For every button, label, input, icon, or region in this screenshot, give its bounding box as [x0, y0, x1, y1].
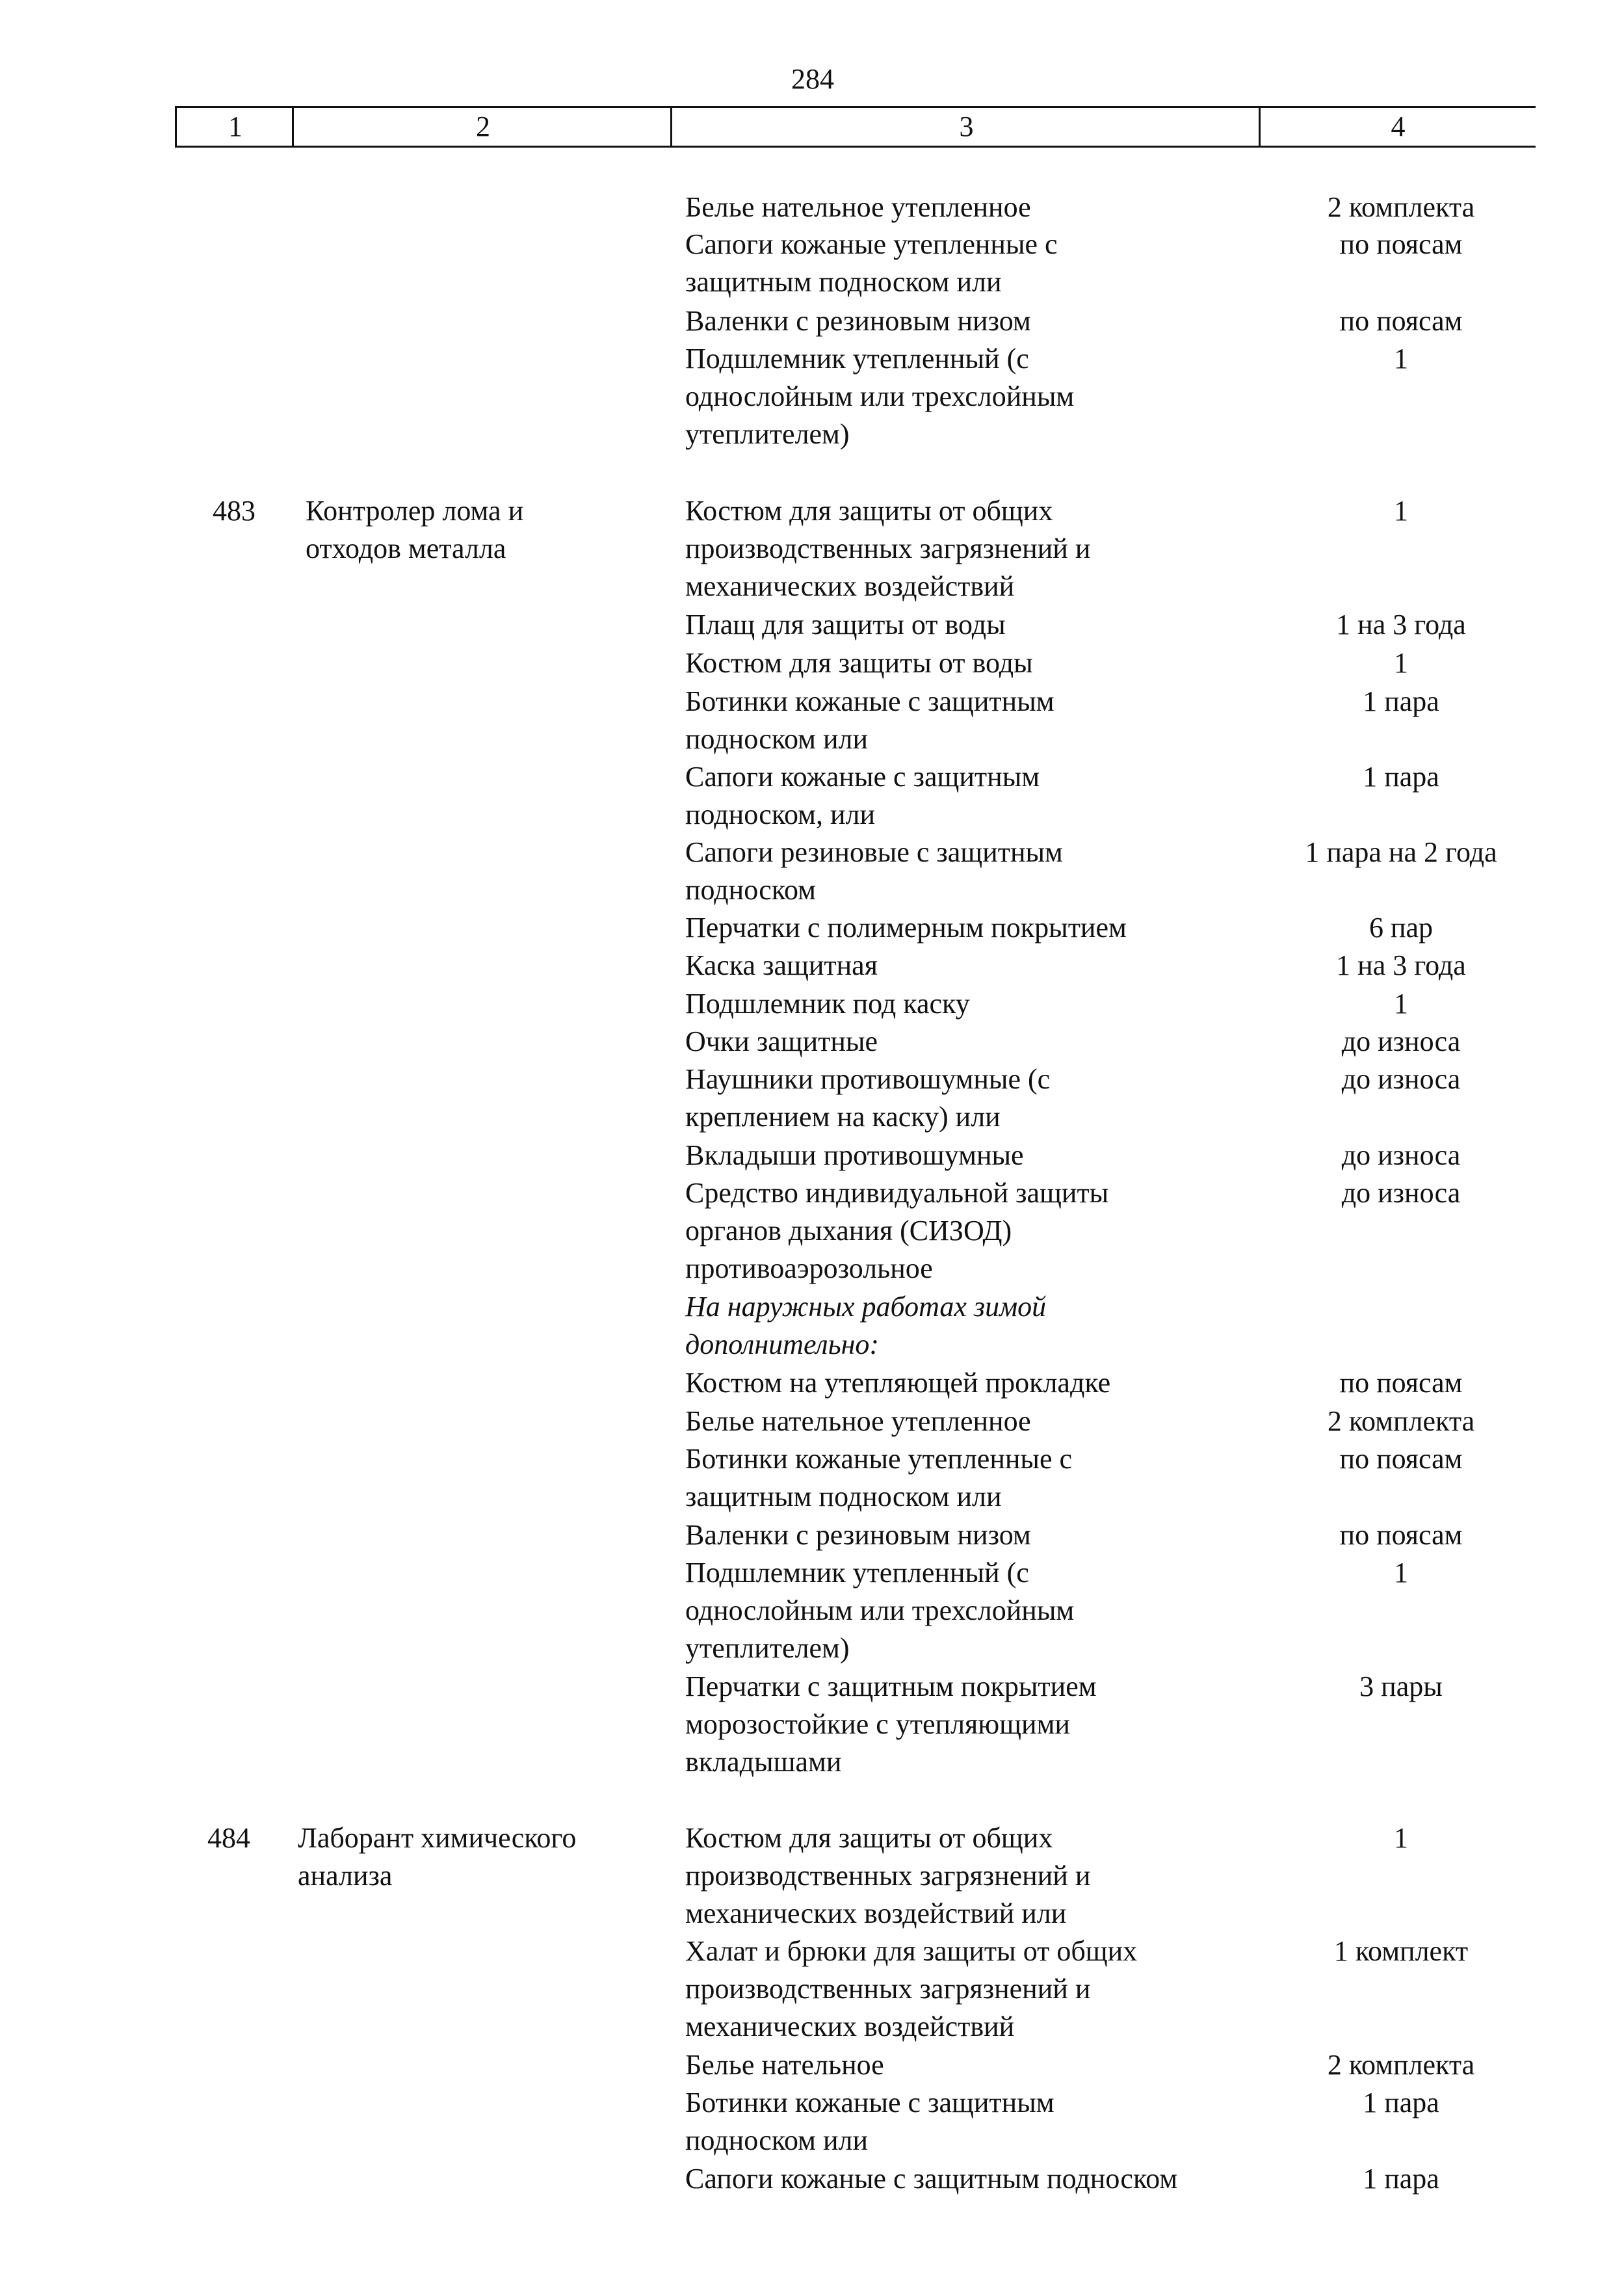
ppe-item-line: Костюм для защиты от воды: [685, 647, 1033, 679]
profession-name-line: отходов металла: [306, 533, 506, 564]
ppe-item: [685, 1403, 1270, 1440]
issue-norm: 1: [1394, 495, 1408, 527]
issue-norm: до износа: [1341, 1025, 1461, 1057]
ppe-item-line: однослойным или трехслойным: [685, 380, 1075, 412]
issue-norm: до износа: [1341, 1063, 1461, 1095]
ppe-item: [685, 1440, 1270, 1516]
ppe-item-line: механических воздействий: [685, 570, 1015, 602]
ppe-item-line: вкладышами: [685, 1746, 842, 1778]
ppe-item: [685, 492, 1270, 605]
issue-norm: 2 комплекта: [1327, 191, 1475, 223]
profession-name-line: Контролер лома и: [306, 495, 524, 527]
ppe-item-line: Белье нательное утепленное: [685, 191, 1031, 223]
ppe-item-line: подноском или: [685, 723, 869, 755]
issue-norm: 1 пара: [1363, 2087, 1439, 2118]
profession-name-line: анализа: [298, 1860, 393, 1892]
ppe-item: [685, 644, 1270, 682]
ppe-item: [685, 1023, 1270, 1061]
issue-norm: 1 на 3 года: [1336, 949, 1466, 981]
ppe-item-line: Сапоги кожаные с защитным подноском: [685, 2163, 1178, 2195]
issue-norm: 1 пара на 2 года: [1305, 836, 1497, 868]
issue-norm: 2 комплекта: [1327, 2049, 1475, 2081]
ppe-item-line: механических воздействий или: [685, 1897, 1067, 1929]
ppe-item-line: Белье нательное: [685, 2049, 884, 2081]
ppe-item-line: производственных загрязнений и: [685, 1973, 1091, 2005]
issue-norm: 1: [1394, 647, 1408, 679]
ppe-item: [685, 1554, 1270, 1667]
ppe-item-line: Средство индивидуальной защиты: [685, 1177, 1109, 1209]
ppe-item-line: Ботинки кожаные с защитным: [685, 2087, 1054, 2118]
issue-norm: 1 пара: [1363, 685, 1439, 717]
ppe-item-line: утеплителем): [685, 1632, 850, 1664]
issue-norm: по поясам: [1339, 228, 1463, 260]
issue-norm: 1: [1394, 988, 1408, 1020]
header-col-3: 3: [959, 111, 974, 142]
profession-name-line: Лаборант химического: [298, 1822, 577, 1854]
issue-norm: 1 пара: [1363, 2163, 1439, 2195]
issue-norm: до износа: [1341, 1139, 1461, 1171]
ppe-item-line: утеплителем): [685, 418, 850, 450]
ppe-item-line: Костюм на утепляющей прокладке: [685, 1367, 1111, 1399]
ppe-item: [685, 1933, 1270, 2046]
profession-name: [298, 1819, 662, 1895]
ppe-item: [685, 1668, 1270, 1781]
issue-norm: 1: [1394, 343, 1408, 375]
ppe-item-line: производственных загрязнений и: [685, 533, 1091, 564]
ppe-item-line: Сапоги кожаные с защитным: [685, 761, 1040, 793]
row-number: 484: [207, 1822, 250, 1854]
row-number: 483: [213, 495, 255, 527]
ppe-item-line: Костюм для защиты от общих: [685, 495, 1053, 527]
issue-norm: 1 пара: [1363, 761, 1439, 793]
ppe-item-line: дополнительно:: [685, 1328, 880, 1360]
ppe-item: [685, 2084, 1270, 2159]
issue-norm: 1: [1394, 1557, 1408, 1589]
ppe-item-line: органов дыхания (СИЗОД): [685, 1215, 1012, 1247]
ppe-item-line: Валенки с резиновым низом: [685, 1519, 1031, 1551]
ppe-item-line: На наружных работах зимой: [685, 1291, 1047, 1323]
issue-norm: по поясам: [1339, 1519, 1463, 1551]
ppe-item: [685, 758, 1270, 834]
ppe-item-line: Подшлемник под каску: [685, 988, 970, 1020]
ppe-item-line: защитным подноском или: [685, 1481, 1002, 1512]
ppe-item-line: Каска защитная: [685, 949, 878, 981]
ppe-item-line: Вкладыши противошумные: [685, 1139, 1024, 1171]
ppe-item: [685, 2160, 1270, 2198]
page-number: 284: [791, 63, 834, 95]
ppe-item: [685, 1516, 1270, 1554]
ppe-item-line: креплением на каску) или: [685, 1101, 1001, 1133]
profession-name: [306, 492, 670, 568]
ppe-item-line: однослойным или трехслойным: [685, 1594, 1075, 1626]
ppe-item: [685, 226, 1270, 301]
header-col-1: 1: [228, 111, 242, 142]
issue-norm: 3 пары: [1359, 1670, 1443, 1702]
ppe-item-line: Белье нательное утепленное: [685, 1405, 1031, 1437]
ppe-item: [685, 683, 1270, 758]
ppe-item-line: Подшлемник утепленный (с: [685, 1557, 1029, 1589]
ppe-item-line: противоаэрозольное: [685, 1252, 933, 1284]
issue-norm: 1: [1394, 1822, 1408, 1854]
ppe-item-line: Очки защитные: [685, 1025, 878, 1057]
issue-norm: 6 пар: [1369, 912, 1434, 943]
ppe-item: [685, 302, 1270, 340]
ppe-item: [685, 1137, 1270, 1174]
ppe-item-line: Сапоги кожаные утепленные с: [685, 228, 1058, 260]
ppe-item-line: Наушники противошумные (с: [685, 1063, 1051, 1095]
ppe-item: [685, 1174, 1270, 1287]
ppe-item: [685, 1364, 1270, 1402]
issue-norm: по поясам: [1339, 1367, 1463, 1399]
table-header: [177, 106, 1536, 148]
ppe-item-line: Перчатки с защитным покрытием: [685, 1670, 1097, 1702]
issue-norm: по поясам: [1339, 305, 1463, 337]
issue-norm: 2 комплекта: [1327, 1405, 1475, 1437]
section-note: [685, 1288, 1270, 1364]
ppe-item: [685, 606, 1270, 644]
ppe-item-line: Плащ для защиты от воды: [685, 609, 1006, 640]
issue-norm: 1 на 3 года: [1336, 609, 1466, 640]
ppe-item-line: морозостойкие с утепляющими: [685, 1708, 1070, 1740]
ppe-item: [685, 1819, 1270, 1933]
ppe-item-line: Сапоги резиновые с защитным: [685, 836, 1063, 868]
ppe-item-line: подноском, или: [685, 798, 876, 830]
ppe-item-line: подноском или: [685, 2124, 869, 2156]
issue-norm: до износа: [1341, 1177, 1461, 1209]
ppe-item-line: защитным подноском или: [685, 266, 1002, 298]
ppe-item-line: Ботинки кожаные с защитным: [685, 685, 1054, 717]
ppe-item: [685, 340, 1270, 453]
issue-norm: 1 комплект: [1333, 1935, 1469, 1967]
ppe-item: [685, 1061, 1270, 1136]
ppe-item: [685, 189, 1270, 226]
ppe-item-line: Подшлемник утепленный (с: [685, 343, 1029, 375]
ppe-item-line: Валенки с резиновым низом: [685, 305, 1031, 337]
ppe-item: [685, 909, 1270, 947]
ppe-item-line: производственных загрязнений и: [685, 1860, 1091, 1892]
ppe-item-line: Костюм для защиты от общих: [685, 1822, 1053, 1854]
ppe-item: [685, 834, 1270, 909]
ppe-item-line: подноском: [685, 874, 816, 906]
ppe-item: [685, 947, 1270, 984]
ppe-item-line: Перчатки с полимерным покрытием: [685, 912, 1127, 943]
header-col-4: 4: [1391, 111, 1406, 142]
ppe-item-line: Ботинки кожаные утепленные с: [685, 1443, 1073, 1475]
ppe-item-line: механических воздействий: [685, 2011, 1015, 2042]
ppe-item: [685, 985, 1270, 1023]
ppe-item-line: Халат и брюки для защиты от общих: [685, 1935, 1138, 1967]
header-col-2: 2: [476, 111, 490, 142]
issue-norm: по поясам: [1339, 1443, 1463, 1475]
ppe-item: [685, 2046, 1270, 2084]
